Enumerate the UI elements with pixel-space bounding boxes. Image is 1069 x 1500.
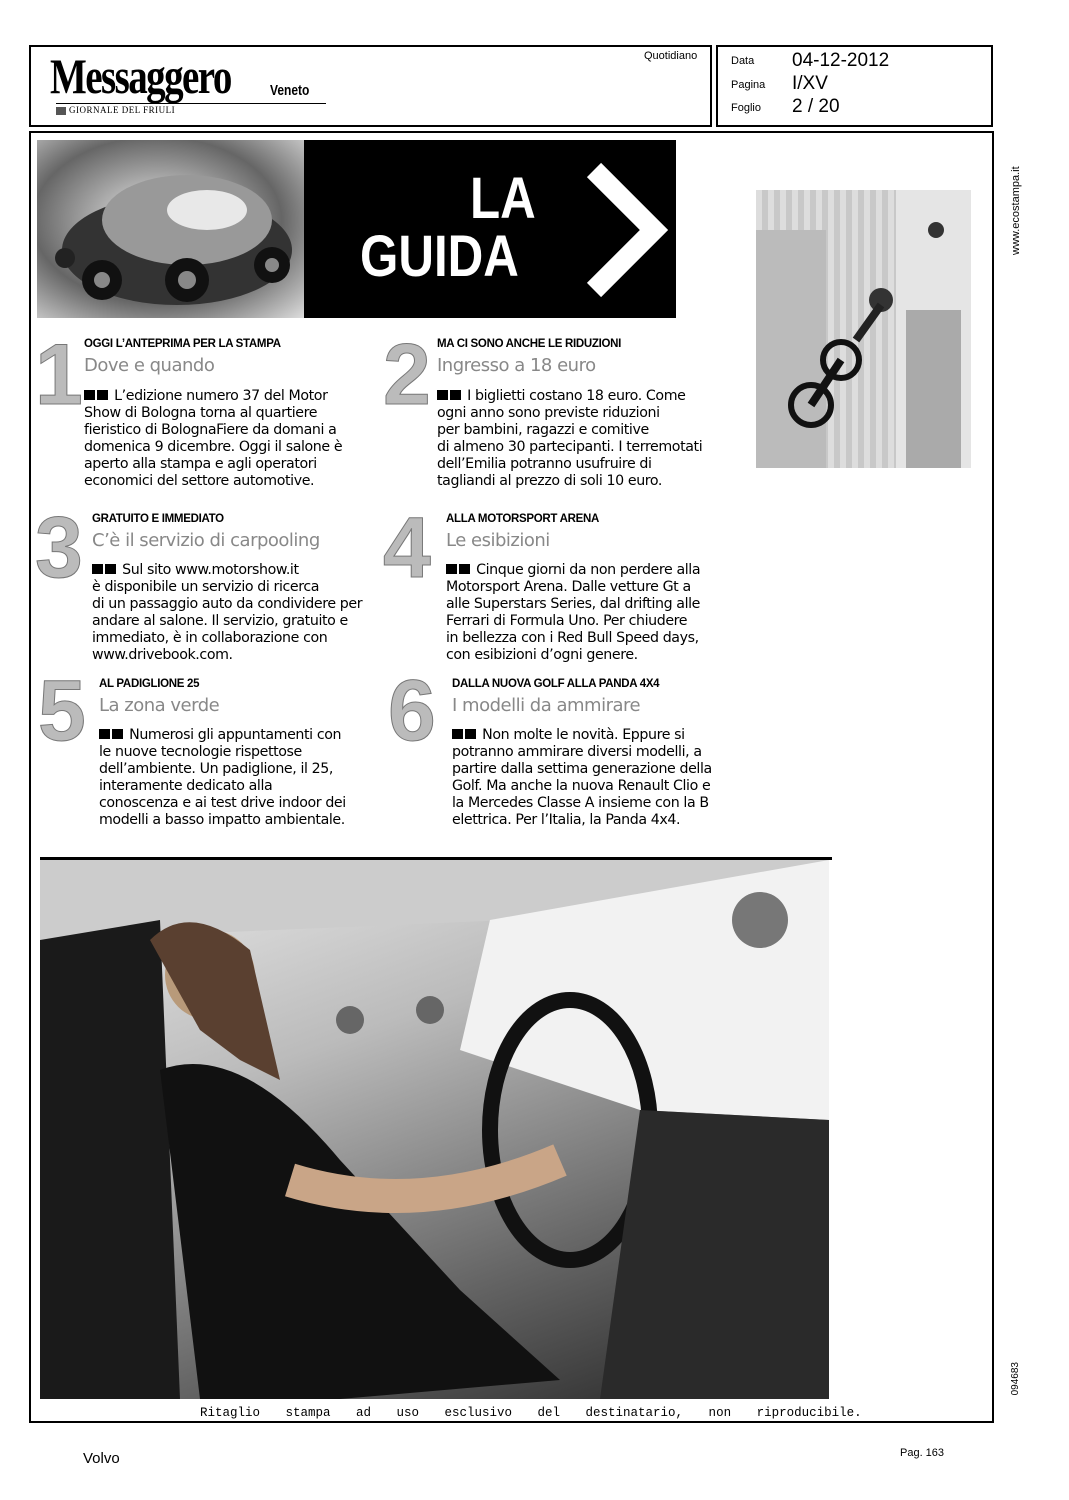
body-line: interamente dedicato alla (99, 778, 273, 794)
copyright-note: Ritaglio stampa ad uso esclusivo del destinatario, non riproducibile. (200, 1406, 862, 1420)
bullet-square-icon (99, 729, 110, 739)
woman-in-car-photo (40, 860, 829, 1399)
item-kicker: OGGI L’ANTEPRIMA PER LA STAMPA (84, 338, 281, 350)
item-number: 1 (35, 327, 83, 423)
banner-title-line2: GUIDA (360, 224, 519, 289)
item-number: 2 (383, 327, 431, 423)
body-line: la Mercedes Classe A insieme con la B (452, 795, 709, 811)
body-line: Sul sito www.motorshow.it (122, 562, 299, 578)
item-title: C’è il servizio di carpooling (92, 530, 320, 551)
item-number: 3 (35, 500, 83, 596)
body-line: Cinque giorni da non perdere alla (476, 562, 701, 578)
body-line: andare al salone. Il servizio, gratuito e (92, 613, 348, 629)
body-line: tagliandi al prezzo di soli 10 euro. (437, 473, 663, 489)
item-body (452, 727, 742, 829)
logo-mark-icon (56, 107, 66, 115)
logo-subtitle-text: GIORNALE DEL FRIULI (69, 105, 176, 115)
bullet-square-icon (97, 390, 108, 400)
meta-value-pagina: I/XV (792, 73, 828, 94)
side-url: www.ecostampa.it (1010, 166, 1022, 255)
body-line: per bambini, ragazzi e comitive (437, 422, 649, 438)
body-line: Motorsport Arena. Dalle vetture Gt a (446, 579, 691, 595)
item-title: I modelli da ammirare (452, 695, 641, 716)
item-title: La zona verde (99, 695, 220, 716)
client-name: Volvo (83, 1450, 120, 1467)
body-line: aperto alla stampa e agli operatori (84, 456, 317, 472)
logo-title: Messaggero (50, 48, 231, 104)
body-line: economici del settore automotive. (84, 473, 315, 489)
body-line: Ferrari di Formula Uno. Per chiudere (446, 613, 688, 629)
item-number: 5 (38, 663, 86, 759)
page-number: Pag. 163 (900, 1447, 945, 1459)
motocross-drawing (756, 190, 971, 468)
meta-label-data: Data (731, 55, 755, 67)
car-interior-drawing (40, 860, 829, 1399)
bullet-square-icon (112, 729, 123, 739)
body-line: con esibizioni d’ogni genere. (446, 647, 638, 663)
item-body (99, 727, 389, 829)
publication-type: Quotidiano (644, 50, 698, 62)
item-title: Ingresso a 18 euro (437, 355, 596, 376)
bullet-square-icon (105, 564, 116, 574)
bullet-square-icon (437, 390, 448, 400)
item-number: 4 (383, 500, 431, 596)
body-line: dell’ambiente. Un padiglione, il 25, (99, 761, 334, 777)
item-kicker: ALLA MOTORSPORT ARENA (446, 513, 599, 525)
body-line: Golf. Ma anche la nuova Renault Clio e (452, 778, 711, 794)
body-line: è disponibile un servizio di ricerca (92, 579, 320, 595)
item-kicker: DALLA NUOVA GOLF ALLA PANDA 4X4 (452, 678, 660, 690)
body-line: elettrica. Per l’Italia, la Panda 4x4. (452, 812, 681, 828)
body-line: fieristico di BolognaFiere da domani a (84, 422, 337, 438)
meta-value-data: 04-12-2012 (792, 50, 890, 71)
item-body (92, 562, 382, 664)
item-title: Dove e quando (84, 355, 215, 376)
body-line: in bellezza con i Red Bull Speed days, (446, 630, 699, 646)
item-kicker: AL PADIGLIONE 25 (99, 678, 200, 690)
bullet-square-icon (452, 729, 463, 739)
body-line: www.drivebook.com. (92, 647, 233, 663)
body-line: I biglietti costano 18 euro. Come (467, 388, 686, 404)
item-title: Le esibizioni (446, 530, 550, 551)
body-line: L’edizione numero 37 del Motor (114, 388, 328, 404)
item-number: 6 (388, 663, 436, 759)
meta-label-foglio: Foglio (731, 102, 761, 114)
item-body (446, 562, 736, 664)
body-line: domenica 9 dicembre. Oggi il salone è (84, 439, 343, 455)
item-kicker: MA CI SONO ANCHE LE RIDUZIONI (437, 338, 622, 350)
bullet-square-icon (84, 390, 95, 400)
meta-value-foglio: 2 / 20 (792, 96, 840, 117)
body-line: di almeno 30 partecipanti. I terremotati (437, 439, 703, 455)
bullet-square-icon (92, 564, 103, 574)
body-line: partire dalla settima generazione della (452, 761, 712, 777)
body-line: Show di Bologna torna al quartiere (84, 405, 318, 421)
item-body (84, 388, 374, 490)
body-line: ogni anno sono previste riduzioni (437, 405, 660, 421)
concept-car-drawing (37, 140, 304, 318)
body-line: Numerosi gli appuntamenti con (129, 727, 342, 743)
body-line: modelli a basso impatto ambientale. (99, 812, 345, 828)
item-body (437, 388, 727, 490)
body-line: dell’Emilia potranno usufruire di (437, 456, 652, 472)
banner-title-line1: LA (470, 166, 536, 231)
item-kicker: GRATUITO E IMMEDIATO (92, 513, 224, 525)
concept-car-image (37, 140, 304, 318)
side-code: 094683 (1010, 1362, 1021, 1396)
logo-veneto: Veneto (270, 82, 310, 99)
body-line: potranno ammirare diversi modelli, a (452, 744, 702, 760)
body-line: conoscenza e ai test drive indoor dei (99, 795, 346, 811)
logo-subtitle (56, 103, 326, 115)
body-line: le nuove tecnologie rispettose (99, 744, 302, 760)
meta-label-pagina: Pagina (731, 79, 766, 91)
body-line: alle Superstars Series, dal drifting alle (446, 596, 701, 612)
body-line: immediato, è in collaborazione con (92, 630, 328, 646)
bullet-square-icon (465, 729, 476, 739)
bullet-square-icon (450, 390, 461, 400)
bullet-square-icon (446, 564, 457, 574)
motocross-jump-image (756, 190, 971, 468)
body-line: Non molte le novità. Eppure si (482, 727, 685, 743)
bullet-square-icon (459, 564, 470, 574)
body-line: di un passaggio auto da condividere per (92, 596, 363, 612)
